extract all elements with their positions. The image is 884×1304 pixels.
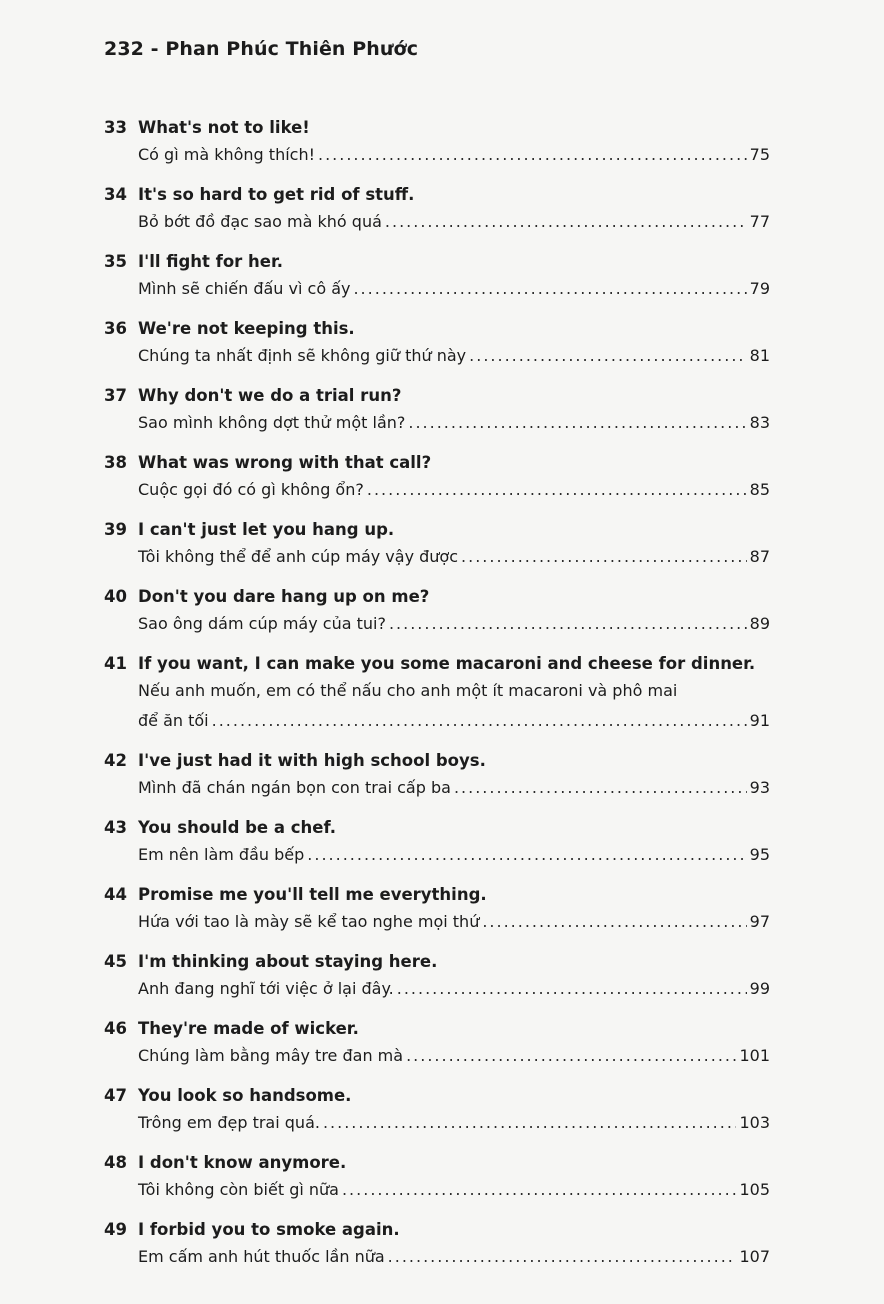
entry-vietnamese-title: Nếu anh muốn, em có thể nấu cho anh một ít macaroni và phô mai bbox=[138, 681, 678, 700]
toc-entry-heading bbox=[104, 950, 770, 974]
entry-page-number: 75 bbox=[749, 145, 770, 164]
entry-vietnamese-line bbox=[138, 840, 770, 870]
entry-page-number: 91 bbox=[749, 711, 770, 730]
entry-vietnamese-block bbox=[104, 542, 770, 572]
entry-vietnamese-block bbox=[104, 907, 770, 937]
toc-entry bbox=[104, 518, 770, 572]
entry-vietnamese-line bbox=[138, 140, 770, 170]
entry-vietnamese-title: Sao mình không dợt thử một lần? bbox=[138, 413, 406, 432]
entry-english-title: You should be a chef. bbox=[138, 818, 337, 837]
toc-entry-heading bbox=[104, 652, 770, 676]
toc-entry bbox=[104, 1151, 770, 1205]
entry-page-number: 81 bbox=[749, 346, 770, 365]
toc-entry bbox=[104, 250, 770, 304]
entry-english-title: Promise me you'll tell me everything. bbox=[138, 885, 487, 904]
entry-number: 37 bbox=[104, 386, 127, 405]
entry-vietnamese-line bbox=[138, 1175, 770, 1205]
entry-vietnamese-line bbox=[138, 773, 770, 803]
toc-entry bbox=[104, 116, 770, 170]
entry-vietnamese-block bbox=[104, 408, 770, 438]
entry-vietnamese-line bbox=[138, 274, 770, 304]
toc-entry-heading bbox=[104, 250, 770, 274]
entry-english-title: Don't you dare hang up on me? bbox=[138, 587, 430, 606]
entry-vietnamese-line bbox=[138, 1242, 770, 1272]
entry-number: 47 bbox=[104, 1086, 127, 1105]
entry-vietnamese-line bbox=[138, 408, 770, 438]
toc-entry bbox=[104, 384, 770, 438]
entry-number: 39 bbox=[104, 520, 127, 539]
entry-vietnamese-line bbox=[138, 1041, 770, 1071]
entry-page-number: 95 bbox=[749, 845, 770, 864]
entry-vietnamese-line bbox=[138, 475, 770, 505]
entry-page-number: 77 bbox=[749, 212, 770, 231]
dot-leader bbox=[385, 207, 747, 237]
toc-entry-heading bbox=[104, 1218, 770, 1242]
entry-english-title: I'm thinking about staying here. bbox=[138, 952, 438, 971]
entry-vietnamese-line bbox=[138, 207, 770, 237]
entry-vietnamese-title: Anh đang nghĩ tới việc ở lại đây. bbox=[138, 979, 394, 998]
entry-page-number: 93 bbox=[749, 778, 770, 797]
entry-vietnamese-line bbox=[138, 1108, 770, 1138]
entry-vietnamese-line bbox=[138, 706, 770, 736]
toc-entry-heading bbox=[104, 749, 770, 773]
entry-page-number: 105 bbox=[739, 1180, 770, 1199]
entry-number: 44 bbox=[104, 885, 127, 904]
toc-entry bbox=[104, 1017, 770, 1071]
entry-number: 42 bbox=[104, 751, 127, 770]
entry-vietnamese-block bbox=[104, 341, 770, 371]
dot-leader bbox=[388, 1242, 737, 1272]
entry-english-title: I can't just let you hang up. bbox=[138, 520, 395, 539]
running-head: 232 - Phan Phúc Thiên Phước bbox=[104, 38, 419, 60]
entry-page-number: 101 bbox=[739, 1046, 770, 1065]
entry-number: 35 bbox=[104, 252, 127, 271]
entry-vietnamese-block bbox=[104, 140, 770, 170]
dot-leader bbox=[469, 341, 747, 371]
dot-leader bbox=[212, 706, 747, 736]
entry-number: 46 bbox=[104, 1019, 127, 1038]
entry-page-number: 89 bbox=[749, 614, 770, 633]
toc-entry-heading bbox=[104, 1151, 770, 1175]
toc-entry bbox=[104, 816, 770, 870]
entry-number: 33 bbox=[104, 118, 127, 137]
entry-english-title: Why don't we do a trial run? bbox=[138, 386, 402, 405]
entry-number: 49 bbox=[104, 1220, 127, 1239]
toc-entry bbox=[104, 451, 770, 505]
entry-vietnamese-block bbox=[104, 974, 770, 1004]
dot-leader bbox=[307, 840, 746, 870]
entry-english-title: What was wrong with that call? bbox=[138, 453, 432, 472]
entry-number: 40 bbox=[104, 587, 127, 606]
dot-leader bbox=[482, 907, 746, 937]
toc-entry-heading bbox=[104, 816, 770, 840]
dot-leader bbox=[397, 974, 747, 1004]
entry-vietnamese-title: Hứa với tao là mày sẽ kể tao nghe mọi thứ bbox=[138, 912, 480, 931]
entry-page-number: 99 bbox=[749, 979, 770, 998]
entry-vietnamese-line bbox=[138, 542, 770, 572]
entry-vietnamese-title: Mình sẽ chiến đấu vì cô ấy bbox=[138, 279, 351, 298]
toc-entry-heading bbox=[104, 384, 770, 408]
toc-entry bbox=[104, 883, 770, 937]
table-of-contents bbox=[104, 116, 770, 1285]
entry-page-number: 83 bbox=[749, 413, 770, 432]
entry-vietnamese-block bbox=[104, 475, 770, 505]
toc-entry-heading bbox=[104, 1017, 770, 1041]
entry-vietnamese-title: Tôi không còn biết gì nữa bbox=[138, 1180, 339, 1199]
toc-entry-heading bbox=[104, 1084, 770, 1108]
entry-vietnamese-title: Cuộc gọi đó có gì không ổn? bbox=[138, 480, 364, 499]
entry-vietnamese-title: để ăn tối bbox=[138, 711, 209, 730]
entry-english-title: I don't know anymore. bbox=[138, 1153, 347, 1172]
entry-number: 34 bbox=[104, 185, 127, 204]
entry-vietnamese-title: Tôi không thể để anh cúp máy vậy được bbox=[138, 547, 459, 566]
entry-page-number: 87 bbox=[749, 547, 770, 566]
entry-page-number: 85 bbox=[749, 480, 770, 499]
toc-entry bbox=[104, 585, 770, 639]
toc-entry bbox=[104, 950, 770, 1004]
entry-number: 48 bbox=[104, 1153, 127, 1172]
entry-english-title: What's not to like! bbox=[138, 118, 310, 137]
dot-leader bbox=[353, 274, 746, 304]
entry-vietnamese-block bbox=[104, 773, 770, 803]
entry-vietnamese-title: Có gì mà không thích! bbox=[138, 145, 315, 164]
entry-vietnamese-block bbox=[104, 1041, 770, 1071]
entry-vietnamese-line bbox=[138, 609, 770, 639]
toc-entry-heading bbox=[104, 317, 770, 341]
entry-number: 36 bbox=[104, 319, 127, 338]
dot-leader bbox=[454, 773, 747, 803]
entry-vietnamese-title: Sao ông dám cúp máy của tui? bbox=[138, 614, 386, 633]
entry-english-title: I'll fight for her. bbox=[138, 252, 284, 271]
toc-entry bbox=[104, 1218, 770, 1272]
toc-entry bbox=[104, 183, 770, 237]
entry-page-number: 107 bbox=[739, 1247, 770, 1266]
entry-vietnamese-title: Em cấm anh hút thuốc lần nữa bbox=[138, 1247, 385, 1266]
dot-leader bbox=[406, 1041, 736, 1071]
toc-entry-heading bbox=[104, 883, 770, 907]
entry-english-title: I forbid you to smoke again. bbox=[138, 1220, 400, 1239]
entry-vietnamese-title: Chúng làm bằng mây tre đan mà bbox=[138, 1046, 404, 1065]
entry-english-title: They're made of wicker. bbox=[138, 1019, 359, 1038]
entry-english-title: I've just had it with high school boys. bbox=[138, 751, 486, 770]
entry-page-number: 103 bbox=[739, 1113, 770, 1132]
entry-vietnamese-block bbox=[104, 1108, 770, 1138]
toc-entry bbox=[104, 652, 770, 736]
dot-leader bbox=[461, 542, 747, 572]
entry-vietnamese-title: Bỏ bớt đồ đạc sao mà khó quá bbox=[138, 212, 382, 231]
entry-vietnamese-block bbox=[104, 609, 770, 639]
entry-page-number: 79 bbox=[749, 279, 770, 298]
entry-vietnamese-block bbox=[104, 840, 770, 870]
toc-entry-heading bbox=[104, 518, 770, 542]
entry-page-number: 97 bbox=[749, 912, 770, 931]
toc-entry bbox=[104, 1084, 770, 1138]
entry-vietnamese-block bbox=[104, 676, 770, 736]
entry-english-title: We're not keeping this. bbox=[138, 319, 355, 338]
dot-leader bbox=[342, 1175, 736, 1205]
entry-number: 41 bbox=[104, 654, 127, 673]
dot-leader bbox=[408, 408, 746, 438]
entry-vietnamese-title: Em nên làm đầu bếp bbox=[138, 845, 305, 864]
entry-vietnamese-line bbox=[138, 341, 770, 371]
toc-entry bbox=[104, 749, 770, 803]
entry-number: 38 bbox=[104, 453, 127, 472]
toc-entry bbox=[104, 317, 770, 371]
entry-vietnamese-title: Mình đã chán ngán bọn con trai cấp ba bbox=[138, 778, 451, 797]
toc-entry-heading bbox=[104, 183, 770, 207]
entry-vietnamese-block bbox=[104, 207, 770, 237]
entry-vietnamese-line bbox=[138, 974, 770, 1004]
entry-vietnamese-title: Trông em đẹp trai quá. bbox=[138, 1113, 320, 1132]
entry-number: 45 bbox=[104, 952, 127, 971]
entry-vietnamese-title: Chúng ta nhất định sẽ không giữ thứ này bbox=[138, 346, 467, 365]
entry-english-title: You look so handsome. bbox=[138, 1086, 352, 1105]
entry-number: 43 bbox=[104, 818, 127, 837]
toc-entry-heading bbox=[104, 585, 770, 609]
entry-vietnamese-block bbox=[104, 1175, 770, 1205]
entry-english-title: It's so hard to get rid of stuff. bbox=[138, 185, 415, 204]
toc-entry-heading bbox=[104, 116, 770, 140]
entry-vietnamese-block bbox=[104, 274, 770, 304]
entry-vietnamese-line bbox=[138, 907, 770, 937]
entry-english-title: If you want, I can make you some macaroni and cheese for dinner. bbox=[138, 654, 756, 673]
dot-leader bbox=[389, 609, 747, 639]
dot-leader bbox=[318, 140, 747, 170]
dot-leader bbox=[323, 1108, 737, 1138]
toc-entry-heading bbox=[104, 451, 770, 475]
dot-leader bbox=[367, 475, 747, 505]
entry-vietnamese-block bbox=[104, 1242, 770, 1272]
